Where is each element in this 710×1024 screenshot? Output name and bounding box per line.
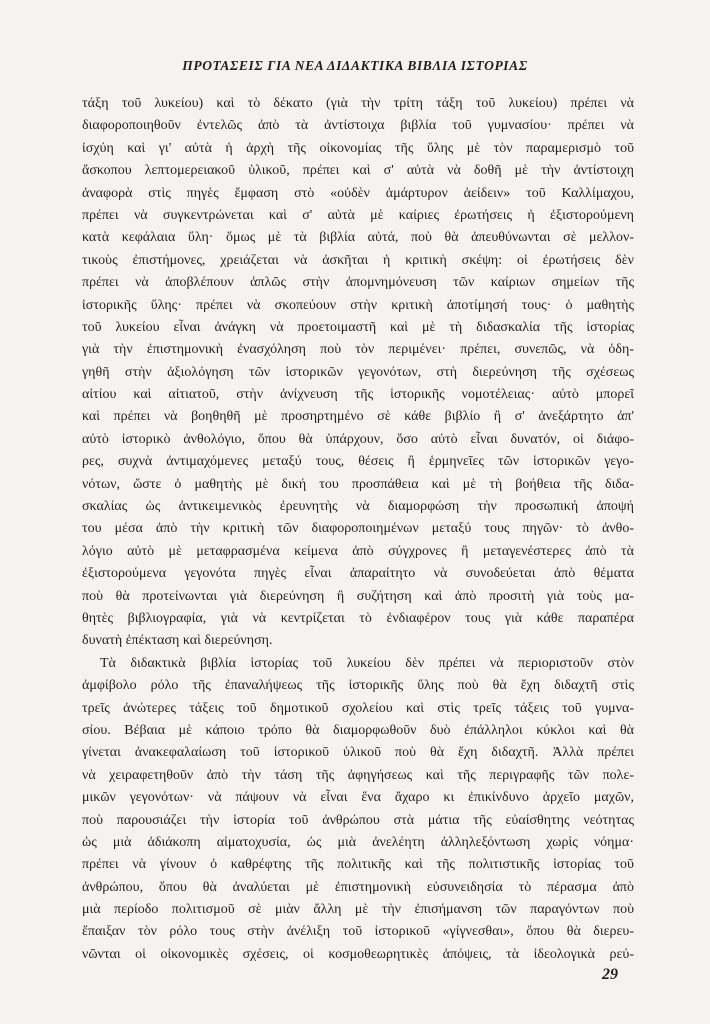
text-line: διαφοροποιηθοῦν ἐντελῶς ἀπὸ τὰ ἀντίστοιχα βιβλία τοῦ γυμνασίου· πρέπει νὰ xyxy=(82,118,634,134)
text-line: πρέπει νὰ συγκεντρώνεται καὶ σ' αὐτὰ μὲ καίριες ἐρωτήσεις ἡ ἐξιστορούμενη xyxy=(82,207,634,223)
text-line: μικῶν γεγονότων· νὰ πάψουν νὰ εἶναι ἕνα ἄχαρο κι ἐπικίνδυνο ἀρχεῖο μαχῶν, xyxy=(82,790,634,806)
text-line: τοῦ λυκείου εἶναι ἀνάγκη νὰ προετοιμαστῆ καὶ μὲ τὴ διδασκαλία τῆς ἱστορίας xyxy=(82,319,634,335)
text-line: τάξη τοῦ λυκείου) καὶ τὸ δέκατο (γιὰ τὴν τρίτη τάξη τοῦ λυκείου) πρέπει νὰ xyxy=(82,96,634,111)
text-line: τρεῖς ἀνώτερες τάξεις τοῦ δημοτικοῦ σχολείου καὶ στὶς τρεῖς τάξεις τοῦ γυμνα- xyxy=(82,700,634,716)
body-text xyxy=(82,93,634,966)
text-line: λόγιο αὐτὸ μὲ μεταφρασμένα κείμενα ἀπὸ σύγχρονες ἢ μεταγενέστερες ἀπὸ τὰ xyxy=(82,543,634,559)
text-line: σίου. Βέβαια μὲ κάποιο τρόπο θὰ διαμορφωθοῦν δυὸ ἐπάλληλοι κύκλοι καὶ θὰ xyxy=(82,722,634,738)
text-line: ἰσχύη καὶ γι' αὐτὰ ἡ ἀρχὴ τῆς οἰκονομίας τῆς ὕλης μὲ τὸν παραμερισμὸ τοῦ xyxy=(82,140,634,156)
text-line: ἱστορικῆς ὕλης· πρέπει νὰ σκοπεύουν στὴν κριτικὴ ἀποτίμησή τους· ὁ μαθητὴς xyxy=(82,297,634,313)
text-line: θητὲς βιβλιογραφία, γιὰ νὰ κεντρίζεται τὸ ἐνδιαφέρον τους γιὰ κάθε παραπέρα xyxy=(82,610,634,626)
paragraph-2 xyxy=(82,653,634,966)
text-line: δυνατὴ ἐπέκταση καὶ διερεύνηση. xyxy=(82,633,273,649)
text-line: καὶ πρέπει νὰ βοηθηθῆ μὲ προσηρτημένο σὲ κάθε βιβλίο ἢ σ' ἀνεξάρτητο ἀπ' xyxy=(82,409,634,425)
text-line: κατὰ κεφάλαια ὕλη· ὅμως μὲ τὰ βιβλία αὐτά, ποὺ θὰ ἀπευθύνωνται σὲ μελλον- xyxy=(82,230,634,246)
text-line: ποὺ παρουσιάζει τὴν ἱστορία τοῦ ἀνθρώπου στὰ μάτια τῆς εὐαίσθητης νεότητας xyxy=(82,812,634,828)
text-line: αὐτὸ ἱστορικὸ ἀνθολόγιο, ὅπου θὰ ὑπάρχουν, ὅσο αὐτὸ εἶναι δυνατόν, οἱ διάφο- xyxy=(82,431,634,447)
text-line: ἀνθρώπου, ὅπου θὰ ἀναλύεται μὲ ἐπιστημονικὴ εὐσυνειδησία τὸ πέρασμα ἀπὸ xyxy=(82,879,634,895)
text-line: τικοὺς ἐπιστήμονες, χρειάζεται νὰ ἀσκῆται ἡ κριτικὴ σκέψη: οἱ ἐρωτήσεις δὲν xyxy=(82,252,634,268)
text-line: πρέπει νὰ ἀποβλέπουν ἁπλῶς στὴν ἀπομνημόνευση τῶν καίριων σημείων τῆς xyxy=(82,275,634,291)
text-line: νῶνται οἱ οἰκονομικὲς σχέσεις, οἱ κοσμοθεωρητικὲς ἀπόψεις, τὰ ἰδεολογικὰ ρεύ- xyxy=(82,946,634,962)
text-line: σκαλίας ὡς ἀντικειμενικὸς ἐρευνητὴς νὰ διαμορφώση τὴν προσωπική ἀποψή xyxy=(82,499,634,515)
text-line: μιὰ περίοδο πολιτισμοῦ σὲ μιὰν ἄλλη μὲ τὴν ἐπισήμανση τῶν παραγόντων ποὺ xyxy=(82,902,634,918)
page-number: 29 xyxy=(602,966,618,983)
text-line: νότων, ὥστε ὁ μαθητὴς μὲ δική του προσπάθεια καὶ μὲ τὴ βοήθεια τῆς διδα- xyxy=(82,476,634,492)
text-line: γηθῆ στὴν ἀξιολόγηση τῶν ἱστορικῶν γεγονότων, στὴ διερεύνηση τῆς σχέσεως xyxy=(82,364,634,380)
text-line: γιὰ τὴν ἐπιστημονικὴ ἐνασχόληση ποὺ τὸν περιμένει· πρέπει, συνεπῶς, νὰ ὁδη- xyxy=(82,342,634,358)
paragraph-1 xyxy=(82,93,634,653)
text-line: ἀναφορὰ στὶς πηγὲς ἔμφαση στὸ «οὐδὲν ἀμάρτυρον ἀείδειν» τοῦ Καλλίμαχου, xyxy=(82,185,634,201)
text-line: Τὰ διδακτικὰ βιβλία ἱστορίας τοῦ λυκείου δὲν πρέπει νὰ περιοριστοῦν στὸν xyxy=(100,655,634,671)
text-line: ὡς μιὰ ἀδιάκοπη αἱματοχυσία, ὡς μιὰ ἀνελέητη ἀλληλεξόντωση χωρὶς νόημα· xyxy=(82,834,634,850)
text-line: ἄσκοπου λεπτομερειακοῦ ὑλικοῦ, πρέπει καὶ σ' αὐτὰ νὰ δοθῆ μὲ τὴν ἀντίστοιχη xyxy=(82,163,634,179)
text-line: νὰ χειραφετηθοῦν ἀπὸ τὴν τάση τῆς ἀφηγήσεως καὶ τῆς περιγραφῆς τῶν πολε- xyxy=(82,767,634,783)
text-line: πρέπει νὰ γίνουν ὁ καθρέφτης τῆς πολιτικῆς καὶ τῆς πολιτιστικῆς ἱστορίας τοῦ xyxy=(82,857,634,873)
text-line: ποὺ θὰ προτείνωνται γιὰ διερεύνηση ἢ συζήτηση καὶ ἀπὸ προσιτὴ γιὰ τοὺς μα- xyxy=(82,588,634,604)
text-line: ἀμφίβολο ρόλο τῆς ἐπαναλήψεως τῆς ἱστορικῆς ὕλης ποὺ θὰ ἔχη διδαχτῆ στὶς xyxy=(82,678,634,694)
text-line: αἰτίου καὶ αἰτιατοῦ, στὴν ἀνίχνευση τῆς ἱστορικῆς νομοτέλειας· αὐτὸ μπορεῖ xyxy=(82,387,634,403)
text-line: ἐξιστορούμενα γεγονότα πηγὲς εἶναι ἀπαραίτητο νὰ συνοδεύεται ἀπὸ θέματα xyxy=(82,566,634,582)
text-line: ρες, συχνὰ ἀντιμαχόμενες μεταξύ τους, θέσεις ἢ ἑρμηνεῖες τῶν ἱστορικῶν γεγο- xyxy=(82,454,634,470)
running-header: ΠΡΟΤΑΣΕΙΣ ΓΙΑ ΝΕΑ ΔΙΔΑΚΤΙΚΑ ΒΙΒΛΙΑ ΙΣΤΟΡΙΑΣ xyxy=(182,58,528,73)
text-line: γίνεται ἀνακεφαλαίωση τοῦ ἱστορικοῦ ὑλικοῦ ποὺ θὰ ἔχη διδαχτῆ. Ἀλλὰ πρέπει xyxy=(82,745,634,761)
text-line: του μέσα ἀπὸ τὴν κριτικὴ τῶν διαφοροποιημένων μεταξύ τους πηγῶν· τὸ ἀνθο- xyxy=(82,521,634,537)
text-line: ἔπαιξαν τὸν ρόλο τους στὴν ἀνέλιξη τοῦ ἱστορικοῦ «γίγνεσθαι», ὅπου θὰ διερευ- xyxy=(82,924,634,940)
